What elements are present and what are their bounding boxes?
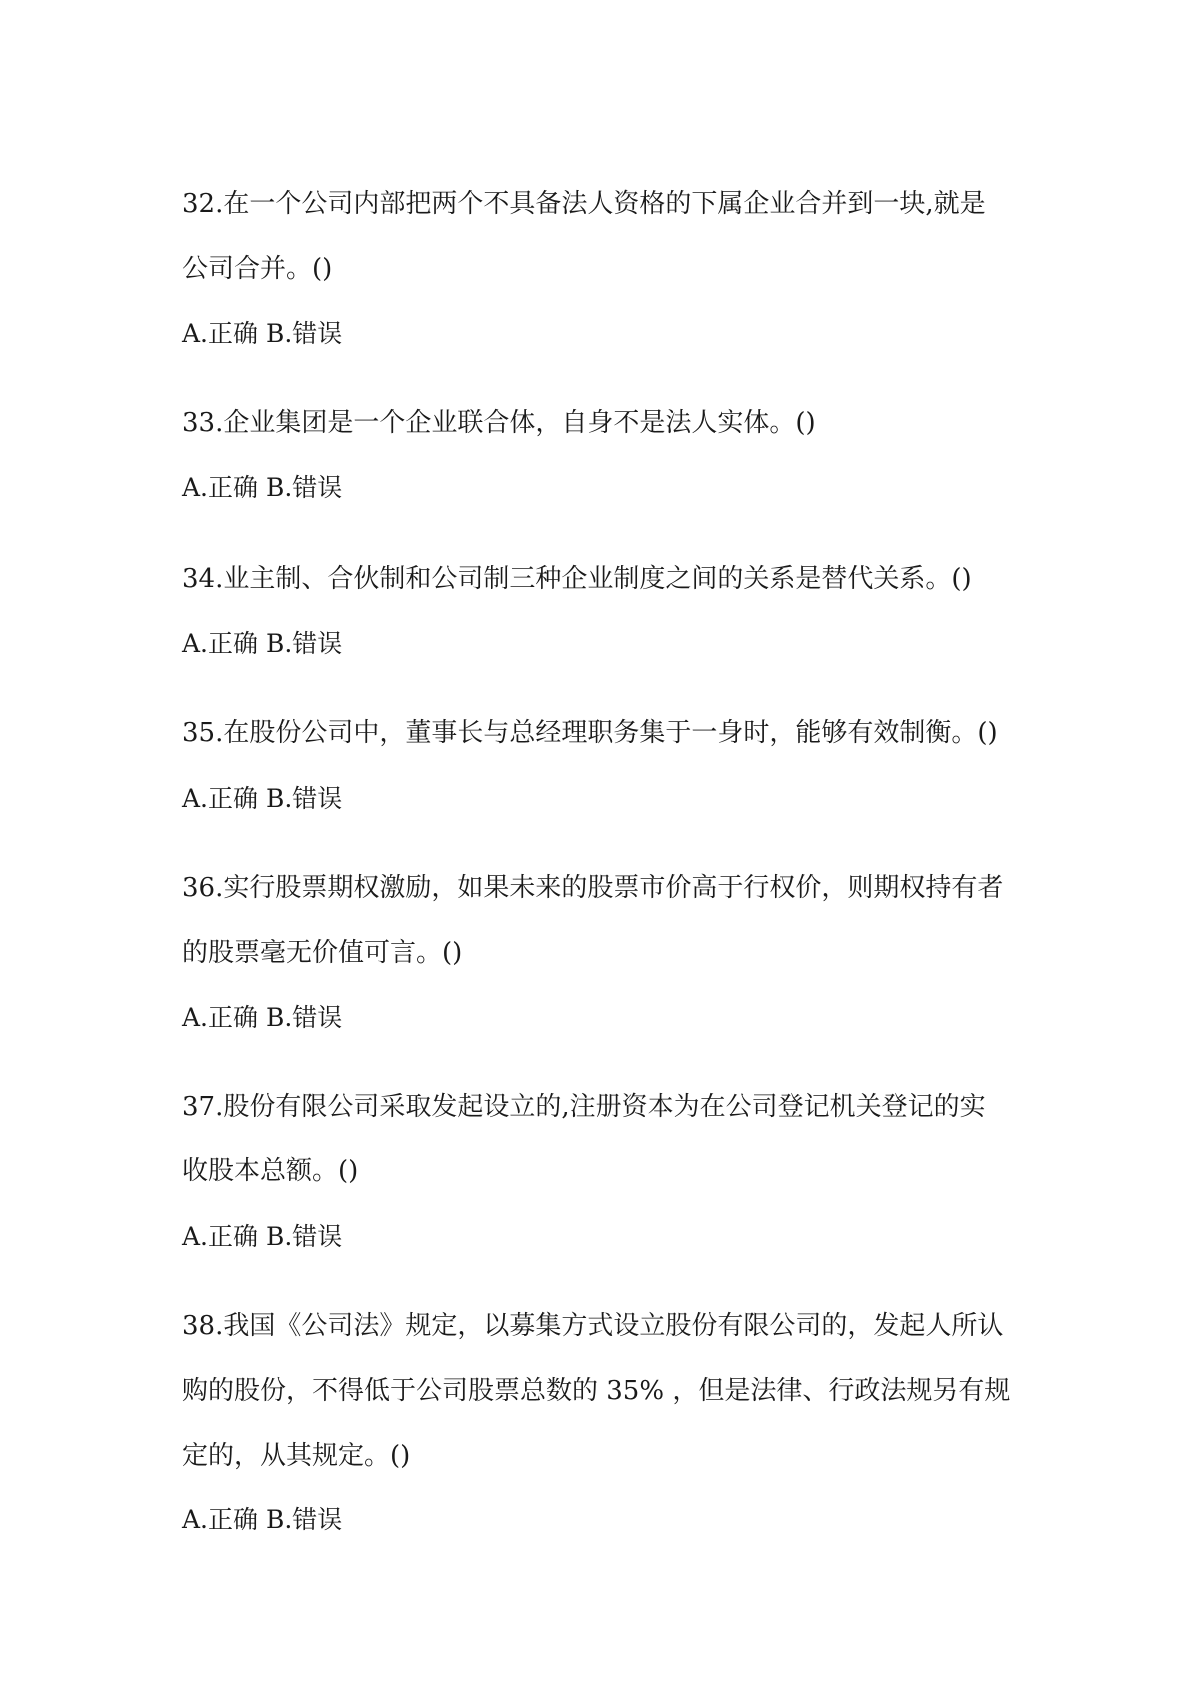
- question-33-line-1: 33.企业集团是一个企业联合体，自身不是法人实体。(): [182, 408, 816, 438]
- question-37-line-2: 收股本总额。(): [182, 1156, 359, 1186]
- question-37-line-1: 37.股份有限公司采取发起设立的,注册资本为在公司登记机关登记的实: [182, 1092, 986, 1122]
- question-33-options: A.正确 B.错误: [182, 473, 343, 502]
- question-36-line-2: 的股票毫无价值可言。(): [182, 938, 463, 968]
- question-32-options: A.正确 B.错误: [182, 319, 343, 348]
- question-38-line-2: 购的股份，不得低于公司股票总数的 35% ，但是法律、行政法规另有规: [182, 1376, 1011, 1406]
- question-35-line-1: 35.在股份公司中，董事长与总经理职务集于一身时，能够有效制衡。(): [182, 718, 998, 748]
- question-36-line-1: 36.实行股票期权激励，如果未来的股票市价高于行权价，则期权持有者: [182, 873, 1004, 903]
- question-34-line-1: 34.业主制、合伙制和公司制三种企业制度之间的关系是替代关系。(): [182, 564, 972, 594]
- question-37-options: A.正确 B.错误: [182, 1222, 343, 1251]
- question-34-options: A.正确 B.错误: [182, 629, 343, 658]
- question-38-line-1: 38.我国《公司法》规定，以募集方式设立股份有限公司的，发起人所认: [182, 1311, 1004, 1341]
- question-36-options: A.正确 B.错误: [182, 1003, 343, 1032]
- question-38-options: A.正确 B.错误: [182, 1505, 343, 1534]
- question-38-line-3: 定的，从其规定。(): [182, 1441, 411, 1471]
- question-32-line-1: 32.在一个公司内部把两个不具备法人资格的下属企业合并到一块,就是: [182, 189, 986, 219]
- question-35-options: A.正确 B.错误: [182, 784, 343, 813]
- question-32-line-2: 公司合并。(): [182, 254, 333, 284]
